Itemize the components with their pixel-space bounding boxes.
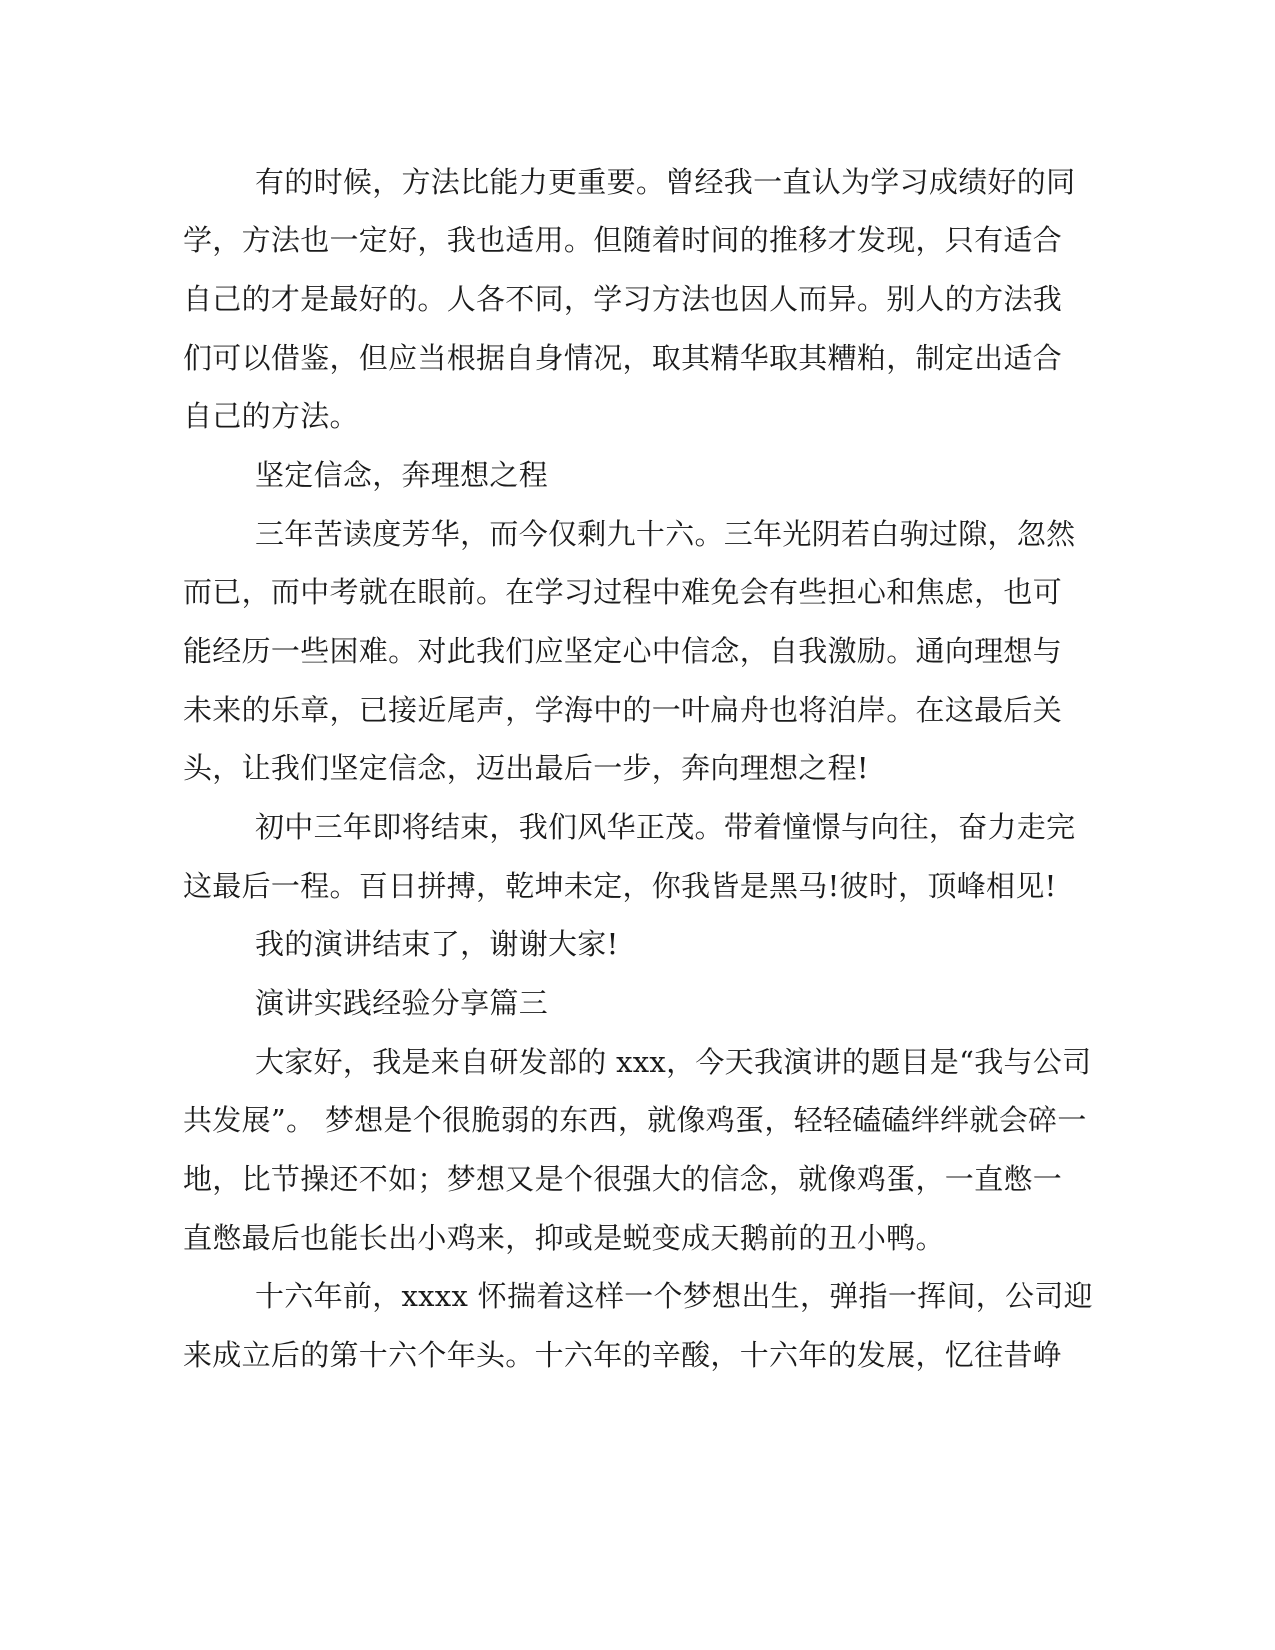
paragraph-line: 来成立后的第十六个年头。十六年的辛酸，十六年的发展，忆往昔峥: [183, 1338, 1063, 1372]
paragraph-line: 而已，而中考就在眼前。在学习过程中难免会有些担心和焦虑，也可: [183, 575, 1063, 609]
paragraph-line: 我的演讲结束了，谢谢大家!: [255, 927, 619, 961]
paragraph-line: 自己的方法。: [183, 399, 359, 433]
paragraph-line: 初中三年即将结束，我们风华正茂。带着憧憬与向往，奋力走完: [255, 810, 1076, 844]
paragraph-line: 直憋最后也能长出小鸡来，抑或是蜕变成天鹅前的丑小鸭。: [183, 1221, 945, 1255]
paragraph-line: 头，让我们坚定信念，迈出最后一步，奔向理想之程!: [183, 751, 869, 785]
paragraph-line: 三年苦读度芳华，而今仅剩九十六。三年光阴若白驹过隙，忽然: [255, 517, 1076, 551]
paragraph-line: 们可以借鉴，但应当根据自身情况，取其精华取其糟粕，制定出适合: [183, 341, 1063, 375]
paragraph-line: 共发展”。 梦想是个很脆弱的东西，就像鸡蛋，轻轻磕磕绊绊就会碎一: [183, 1103, 1087, 1137]
paragraph-line: 未来的乐章，已接近尾声，学海中的一叶扁舟也将泊岸。在这最后关: [183, 693, 1063, 727]
paragraph-line: 大家好，我是来自研发部的 xxx，今天我演讲的题目是“我与公司: [255, 1045, 1092, 1079]
paragraph-line: 自己的才是最好的。人各不同，学习方法也因人而异。别人的方法我: [183, 282, 1063, 316]
paragraph-line: 有的时候，方法比能力更重要。曾经我一直认为学习成绩好的同: [255, 165, 1076, 199]
paragraph-line: 地，比节操还不如；梦想又是个很强大的信念，就像鸡蛋，一直憋一: [183, 1162, 1063, 1196]
section-heading: 演讲实践经验分享篇三: [255, 986, 549, 1020]
paragraph-line: 能经历一些困难。对此我们应坚定心中信念，自我激励。通向理想与: [183, 634, 1063, 668]
paragraph-line: 十六年前，xxxx 怀揣着这样一个梦想出生，弹指一挥间，公司迎: [255, 1279, 1093, 1313]
paragraph-line: 这最后一程。百日拼搏，乾坤未定，你我皆是黑马!彼时，顶峰相见!: [183, 869, 1057, 903]
paragraph-line: 学，方法也一定好，我也适用。但随着时间的推移才发现，只有适合: [183, 223, 1063, 257]
section-heading: 坚定信念，奔理想之程: [255, 458, 549, 492]
